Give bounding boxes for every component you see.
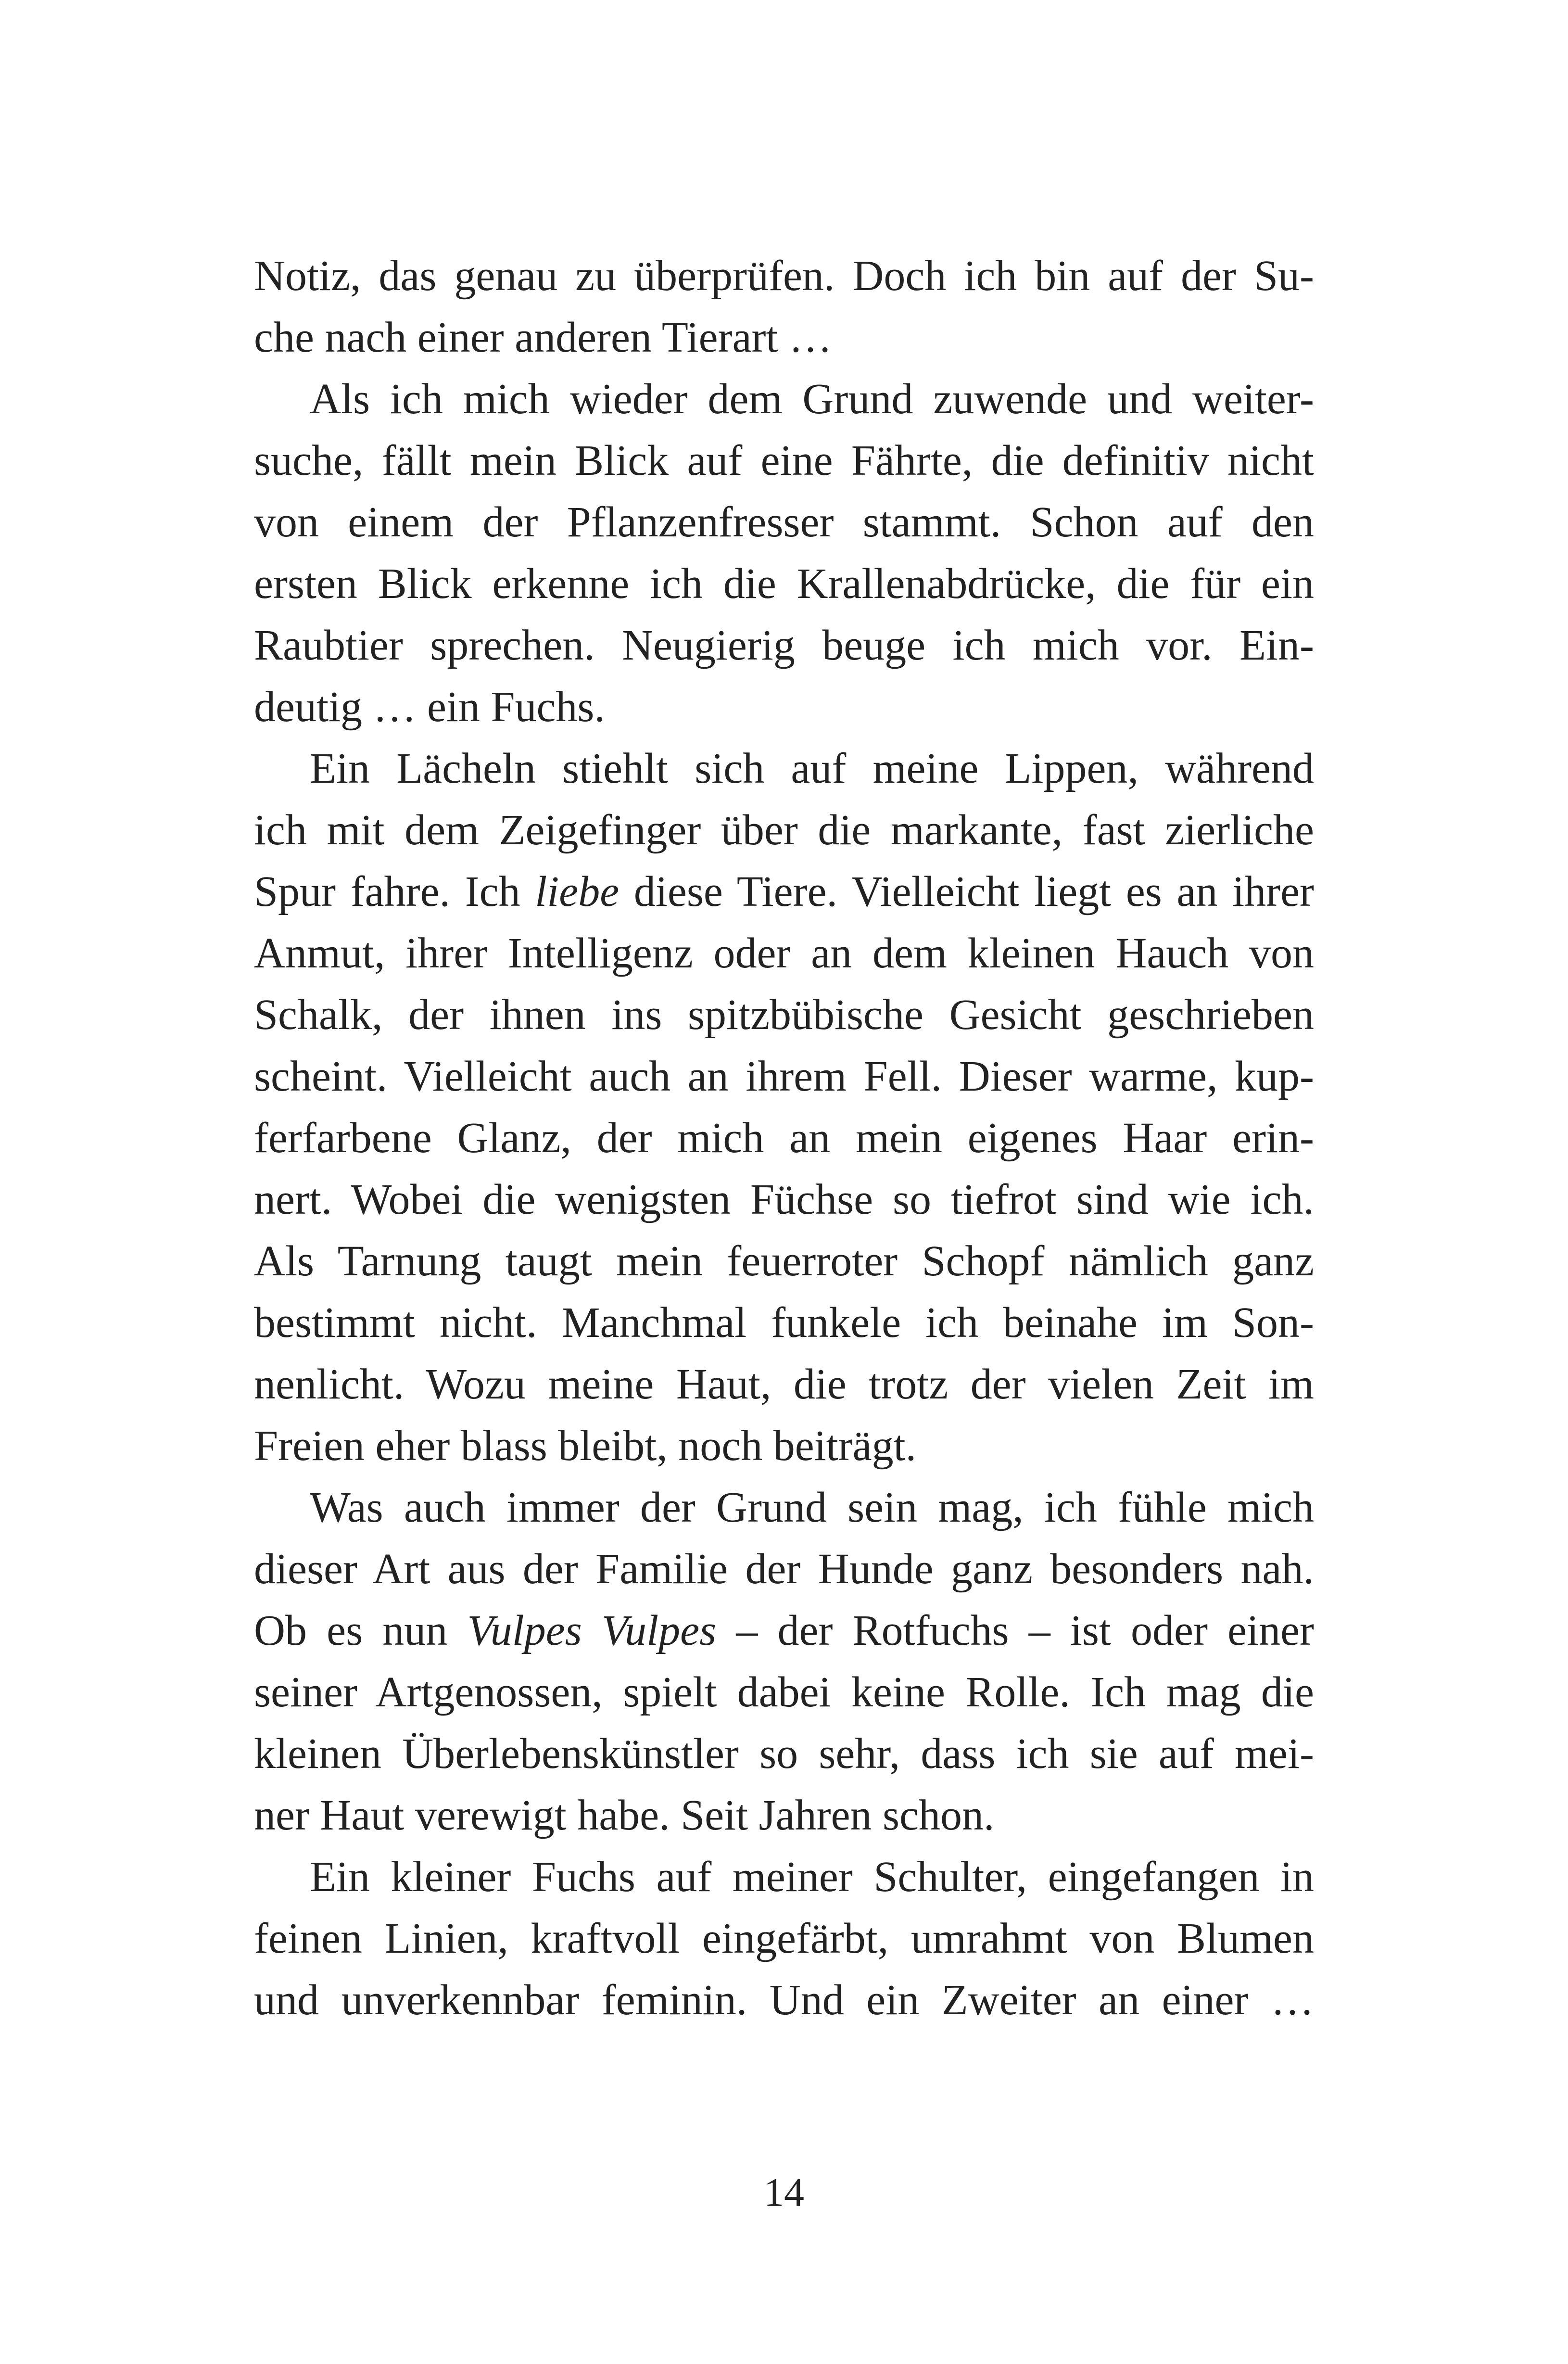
text-line — [310, 738, 1314, 800]
text-line — [254, 1785, 1314, 1846]
text-line — [310, 369, 1314, 430]
text-span: feinen Linien, kraftvoll eingefärbt, umrahmt von Blumen — [254, 1915, 1314, 1962]
text-span: seiner Artgenossen, spielt dabei keine Rolle. Ich mag die — [254, 1668, 1314, 1716]
text-line — [254, 1231, 1314, 1292]
text-span: Ob es nun — [254, 1607, 468, 1654]
text-span: – der Rotfuchs – ist oder einer — [716, 1607, 1315, 1654]
text-span: nenlicht. Wozu meine Haut, die trotz der vielen Zeit im — [254, 1360, 1314, 1408]
text-span: bestimmt nicht. Manchmal funkele ich beinahe im Son- — [254, 1299, 1314, 1347]
text-span: ner Haut verewigt habe. Seit Jahren schon. — [254, 1792, 995, 1839]
text-line — [254, 1415, 1314, 1477]
text-span: und unverkennbar feminin. Und ein Zweiter an einer … — [254, 1976, 1314, 2024]
text-line — [254, 800, 1314, 861]
text-line — [254, 1600, 1314, 1662]
text-span: diese Tiere. Vielleicht liegt es an ihrer — [619, 868, 1314, 915]
text-line — [254, 1970, 1314, 2031]
text-line — [254, 1046, 1314, 1107]
text-span: von einem der Pflanzenfresser stammt. Schon auf den — [254, 498, 1314, 546]
text-span: Raubtier sprechen. Neugierig beuge ich mich vor. Ein- — [254, 622, 1314, 669]
text-line — [254, 1662, 1314, 1723]
text-span: Anmut, ihrer Intelligenz oder an dem kleinen Hauch von — [254, 929, 1314, 977]
text-span: Als Tarnung taugt mein feuerroter Schopf nämlich ganz — [254, 1237, 1314, 1285]
text-line — [254, 1169, 1314, 1231]
text-span: ich mit dem Zeigefinger über die markante, fast zierliche — [254, 806, 1314, 854]
text-span: Spur fahre. Ich — [254, 868, 535, 915]
text-line — [310, 1477, 1314, 1538]
text-line — [254, 923, 1314, 984]
text-line — [254, 430, 1314, 492]
text-line — [254, 861, 1314, 923]
text-line — [254, 615, 1314, 676]
text-line — [254, 245, 1314, 307]
text-span: Ein Lächeln stiehlt sich auf meine Lippen, während — [310, 745, 1314, 792]
text-span: dieser Art aus der Familie der Hunde ganz besonders nah. — [254, 1545, 1314, 1593]
text-line — [254, 1908, 1314, 1970]
text-line — [310, 1846, 1314, 1908]
text-line — [254, 1354, 1314, 1415]
text-span: Notiz, das genau zu überprüfen. Doch ich bin auf der Su- — [254, 252, 1314, 300]
text-line — [254, 1538, 1314, 1600]
text-line — [254, 1292, 1314, 1354]
text-line — [254, 676, 1314, 738]
text-line — [254, 307, 1314, 369]
text-span: deutig … ein Fuchs. — [254, 683, 605, 731]
text-span: ersten Blick erkenne ich die Krallenabdrücke, die für ein — [254, 560, 1314, 608]
text-span: Ein kleiner Fuchs auf meiner Schulter, eingefangen in — [310, 1853, 1314, 1901]
text-span: Als ich mich wieder dem Grund zuwende und weiter- — [310, 375, 1314, 423]
italic-species-name: Vulpes Vulpes — [467, 1607, 717, 1654]
page-number: 14 — [764, 2170, 804, 2215]
text-span: ferfarbene Glanz, der mich an mein eigenes Haar erin- — [254, 1114, 1314, 1162]
text-span: scheint. Vielleicht auch an ihrem Fell. Dieser warme, kup- — [254, 1053, 1314, 1100]
text-span: Freien eher blass bleibt, noch beiträgt. — [254, 1422, 917, 1470]
text-line — [254, 984, 1314, 1046]
text-span: che nach einer anderen Tierart … — [254, 314, 832, 361]
text-line — [254, 492, 1314, 553]
text-line — [254, 1107, 1314, 1169]
text-span: kleinen Überlebenskünstler so sehr, dass ich sie auf mei- — [254, 1730, 1314, 1778]
text-span: suche, fällt mein Blick auf eine Fährte, die definitiv nicht — [254, 437, 1314, 484]
text-span: nert. Wobei die wenigsten Füchse so tiefrot sind wie ich. — [254, 1176, 1314, 1223]
text-span: Was auch immer der Grund sein mag, ich fühle mich — [310, 1484, 1314, 1531]
text-span: Schalk, der ihnen ins spitzbübische Gesicht geschrieben — [254, 991, 1314, 1039]
italic-word: liebe — [535, 868, 620, 915]
text-line — [254, 1723, 1314, 1785]
text-line — [254, 553, 1314, 615]
